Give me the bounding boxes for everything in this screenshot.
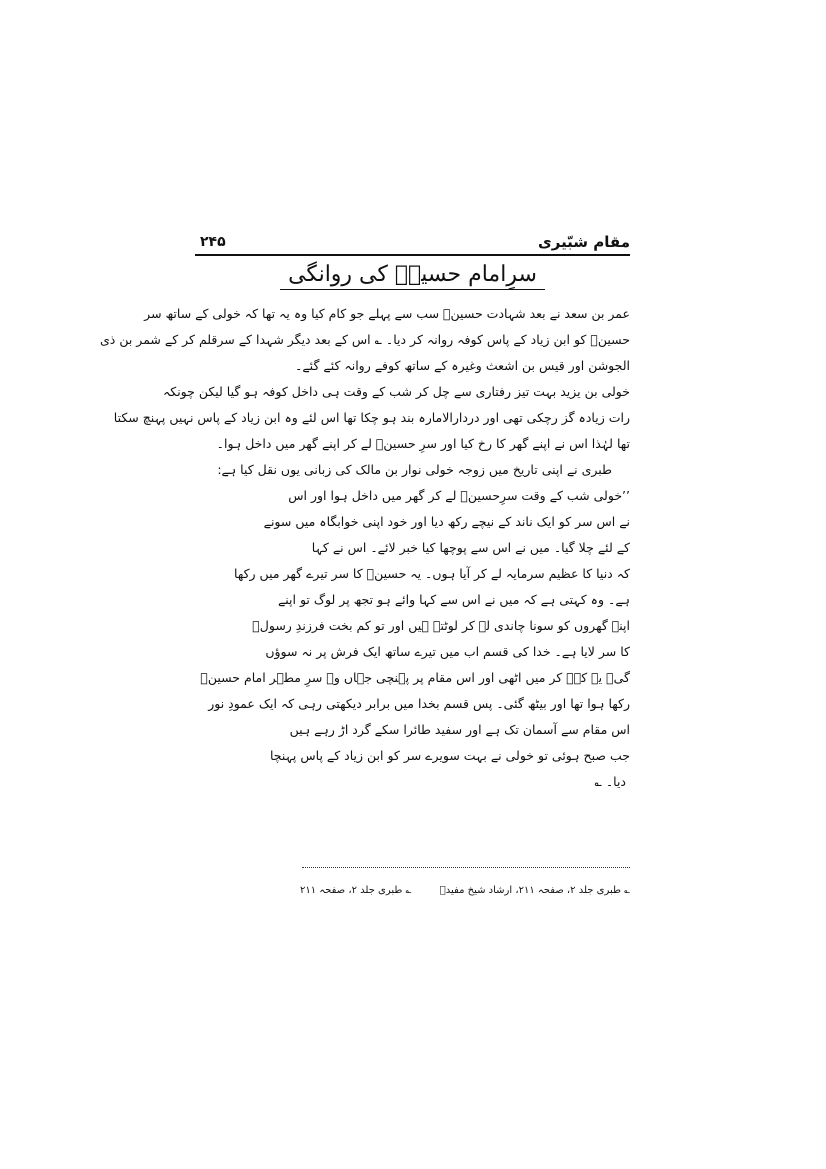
quote-line: نے اس سر کو ایک ناند کے نیچے رکھ دیا اور خود اپنی خوابگاہ میں سونے bbox=[263, 514, 630, 529]
quote-line: دیا۔ ؎ bbox=[594, 774, 626, 789]
footnotes bbox=[300, 881, 630, 903]
quote-line: کے لئے چلا گیا۔ میں نے اس سے پوچھا کیا خبر لائے۔ اس نے کہا bbox=[311, 540, 630, 555]
body-line: تھا لہٰذا اس نے اپنے گھر کا رخ کیا اور سرِ حسینؑ لے کر اپنے گھر میں داخل ہوا۔ bbox=[216, 436, 630, 451]
section-title bbox=[195, 260, 630, 296]
page-number: ۲۴۵ bbox=[200, 234, 226, 250]
quote-line: اس مقام سے آسمان تک ہے اور سفید طائرا سکے گرد اڑ رہے ہیں bbox=[289, 722, 630, 737]
quote-line: ’’خولی شب کے وقت سرِحسینؑ لے کر گھر میں داخل ہوا اور اس bbox=[288, 488, 630, 503]
footnote-2: ؎ طبری جلد ۲، صفحہ ۲۱۱ bbox=[300, 885, 412, 896]
quote-line: گی۔ یہ کہہ کر میں اٹھی اور اس مقام پر پہنچی جہاں وہ سرِ مطہر امام حسینؑ bbox=[200, 670, 630, 685]
quote-line: رکھا ہوا تھا اور بیٹھ گئی۔ پس قسم بخدا میں برابر دیکھتی رہی کہ ایک عمودِ نور bbox=[208, 696, 630, 711]
quote-line: کہ دنیا کا عظیم سرمایہ لے کر آیا ہوں۔ یہ حسینؑ کا سر تیرے گھر میں رکھا bbox=[234, 566, 630, 581]
body-line: حسینؑ کو ابن زیاد کے پاس کوفہ روانہ کر دیا۔ ؎ اس کے بعد دیگر شہدا کے سرقلم کر کے شمر بن ذی bbox=[100, 332, 630, 347]
quote-line: کا سر لایا ہے۔ خدا کی قسم اب میں تیرے ساتھ ایک فرش پر نہ سوؤں bbox=[265, 644, 630, 659]
body-line: عمر بن سعد نے بعد شہادت حسینؑ سب سے پہلے جو کام کیا وہ یہ تھا کہ خولی کے ساتھ سر bbox=[144, 306, 630, 321]
quote-line: جب صبح ہوئی تو خولی نے بہت سویرے سر کو ابن زیاد کے پاس پہنچا bbox=[269, 748, 630, 763]
body-line: طبری نے اپنی تاریخ میں زوجہ خولی نوار بن مالک کی زبانی یوں نقل کیا ہے: bbox=[217, 462, 612, 477]
quote-line: ہے۔ وہ کہتی ہے کہ میں نے اس سے کہا وائے ہو تجھ پر لوگ تو اپنے bbox=[277, 592, 630, 607]
page-header bbox=[195, 232, 630, 256]
body-line: رات زیادہ گز رچکی تھی اور دردارالامارہ بند ہو چکا تھا اس لئے وہ ابن زیاد کے پاس نہیں پہنچ سکتا bbox=[113, 410, 630, 425]
body-line: الجوشن اور قیس بن اشعث وغیرہ کے ساتھ کوفے روانہ کئے گئے۔ bbox=[295, 358, 630, 373]
running-head-title: مقام شبّیری bbox=[537, 233, 630, 251]
footnote-1: ؎ طبری جلد ۲، صفحہ ۲۱۱، ارشاد شیخ مفیدؒ bbox=[439, 885, 630, 896]
body-line: خولی بن یزید بہت تیز رفتاری سے چل کر شب کے وقت ہی داخل کوفہ ہو گیا لیکن چونکہ bbox=[162, 384, 630, 399]
footnote-separator bbox=[302, 867, 630, 868]
header-rule bbox=[195, 254, 630, 256]
section-title-text: سرِامام حسینؑ کی روانگی bbox=[280, 262, 545, 290]
quote-line: اپنے گھروں کو سونا چاندی لے کر لوٹتے ہیں اور تو کم بخت فرزندِ رسولؐ bbox=[252, 618, 630, 633]
